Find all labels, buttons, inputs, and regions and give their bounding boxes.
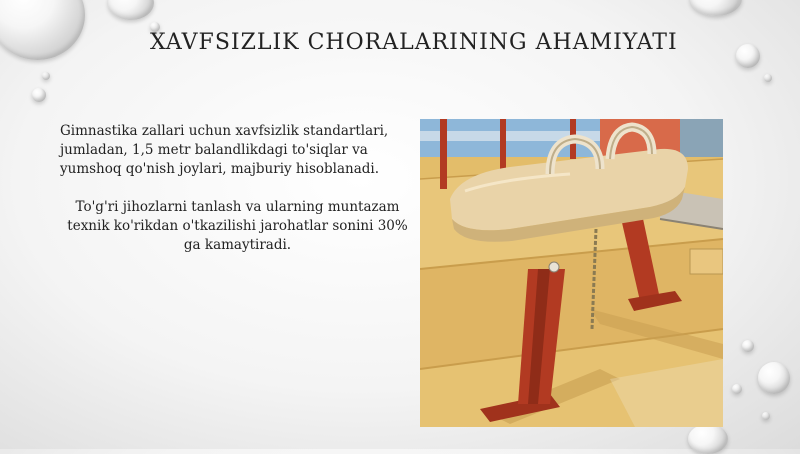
water-drop-decoration xyxy=(742,340,754,352)
slide-title: XAVFSIZLIK CHORALARINING AHAMIYATI xyxy=(150,30,678,55)
slide-body xyxy=(60,122,415,255)
water-drop-decoration xyxy=(108,0,154,20)
water-drop-decoration xyxy=(764,74,772,82)
water-drop-decoration xyxy=(688,424,728,454)
water-drop-decoration xyxy=(732,384,742,394)
water-drop-decoration xyxy=(690,0,742,16)
water-drop-decoration xyxy=(758,362,790,394)
water-drop-decoration xyxy=(736,44,760,68)
water-drop-decoration xyxy=(32,88,46,102)
pommel-horse-photo xyxy=(420,119,723,427)
water-drop-decoration xyxy=(0,0,85,60)
pommel-horse-illustration xyxy=(420,119,723,427)
paragraph-equipment-inspection: To'g'ri jihozlarni tanlash va ularning muntazam texnik ko'rikdan o'tkazilishi jarohatlar sonini 30% ga kamaytiradi. xyxy=(67,199,408,253)
water-drop-decoration xyxy=(762,412,770,420)
paragraph-safety-standards: Gimnastika zallari uchun xavfsizlik standartlari, jumladan, 1,5 metr balandlikdagi to'siqlar va yumshoq qo'nish joylari, majburiy hisoblanadi. xyxy=(60,123,389,177)
water-drop-decoration xyxy=(42,72,50,80)
